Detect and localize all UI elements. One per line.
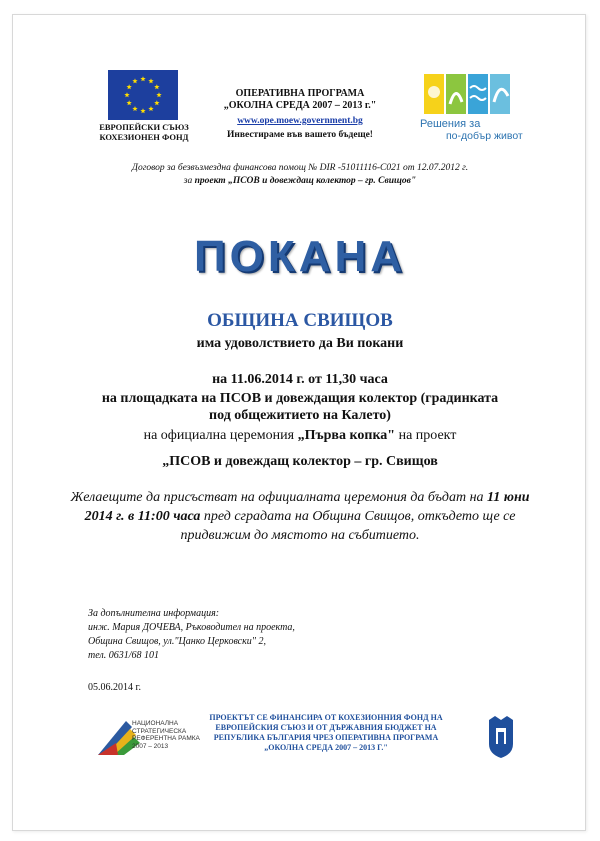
contract-project-name: проект „ПСОВ и довеждащ колектор – гр. Свищов" [194, 176, 417, 186]
contact-info [88, 607, 408, 663]
op-title [200, 88, 400, 112]
nsrf-line2: СТРАТЕГИЧЕСКА [132, 727, 187, 735]
contact-phone: тел. 0631/68 101 [88, 650, 160, 661]
issue-date: 05.06.2014 г. [88, 682, 141, 693]
ceremony-prefix: на официална церемония [143, 428, 298, 443]
contract-line1: Договор за безвъзмездна финансова помощ № DIR -51011116-C021 от 12.07.2012 г. [131, 163, 469, 173]
eu-caption-line2: КОХЕЗИОНЕН ФОНД [99, 132, 189, 142]
municipality-name: ОБЩИНА СВИЩОВ [207, 310, 393, 331]
event-location: на площадката на ПСОВ и довеждащия колектор (градинката под общежитието на Калето) [101, 391, 499, 423]
svishtov-crest-icon [487, 716, 515, 758]
nsrf-line3: РЕФЕРЕНТНА РАМКА [132, 735, 200, 742]
ceremony-line [0, 428, 600, 444]
contact-line3: Община Свищов, ул."Цанко Церковски" 2, [88, 636, 266, 647]
invitation-title: ПОКАНА [193, 232, 407, 281]
nsrf-caption [132, 720, 204, 750]
contact-line2: инж. Мария ДОЧЕВА, Ръководител на проекта, [88, 622, 295, 633]
funding-line3: РЕПУБЛИКА БЪЛГАРИЯ ЧРЕЗ ОПЕРАТИВНА ПРОГРАМА [213, 733, 439, 742]
logo-text-line1: Решения за [420, 118, 481, 130]
op-website-link[interactable]: www.ope.moew.government.bg [237, 116, 363, 126]
contract-info [60, 162, 540, 188]
attend-part2: пред сградата на Община Свищов, откъдето ще се придвижим до мястото на събитието. [180, 509, 516, 543]
attend-part1: Желаещите да присъстват на официалната церемония да бъдат на [70, 490, 488, 505]
op-slogan: Инвестираме във вашето бъдеще! [227, 130, 373, 140]
funding-statement [196, 713, 456, 753]
funding-line4: „ОКОЛНА СРЕДА 2007 – 2013 Г." [264, 743, 388, 752]
attendance-note [70, 488, 530, 545]
project-name: „ПСОВ и довеждащ колектор – гр. Свищов [162, 454, 438, 469]
ceremony-name: „Първа копка" [297, 428, 396, 443]
eu-caption-line1: ЕВРОПЕЙСКИ СЪЮЗ [99, 122, 189, 132]
nsrf-line4: 2007 – 2013 [132, 742, 169, 750]
eu-flag-logo [108, 70, 178, 120]
attend-time: 11 юни 2014 г. в 11:00 часа [84, 490, 530, 524]
logo-text-line2: по-добър живот [446, 130, 523, 142]
better-life-logo [424, 74, 512, 114]
op-title-line2: „ОКОЛНА СРЕДА 2007 – 2013 г." [223, 100, 377, 111]
ceremony-suffix: на проект [395, 428, 457, 443]
nsrf-line1: НАЦИОНАЛНА [132, 720, 179, 727]
contract-line2 [60, 175, 540, 188]
invitation-intro: има удоволствието да Ви покани [196, 336, 404, 351]
op-title-line1: ОПЕРАТИВНА ПРОГРАМА [235, 88, 365, 99]
contract-line2-prefix: за [183, 176, 195, 186]
event-datetime: на 11.06.2014 г. от 11,30 часа [212, 372, 388, 387]
funding-line1: ПРОЕКТЪТ СЕ ФИНАНСИРА ОТ КОХЕЗИОННИЯ ФОНД НА [209, 713, 443, 722]
funding-line2: ЕВРОПЕЙСКИЯ СЪЮЗ И ОТ ДЪРЖАВНИЯ БЮДЖЕТ НА [215, 723, 437, 732]
eu-caption [96, 122, 192, 142]
contact-line1: За допълнителна информация: [88, 608, 220, 619]
